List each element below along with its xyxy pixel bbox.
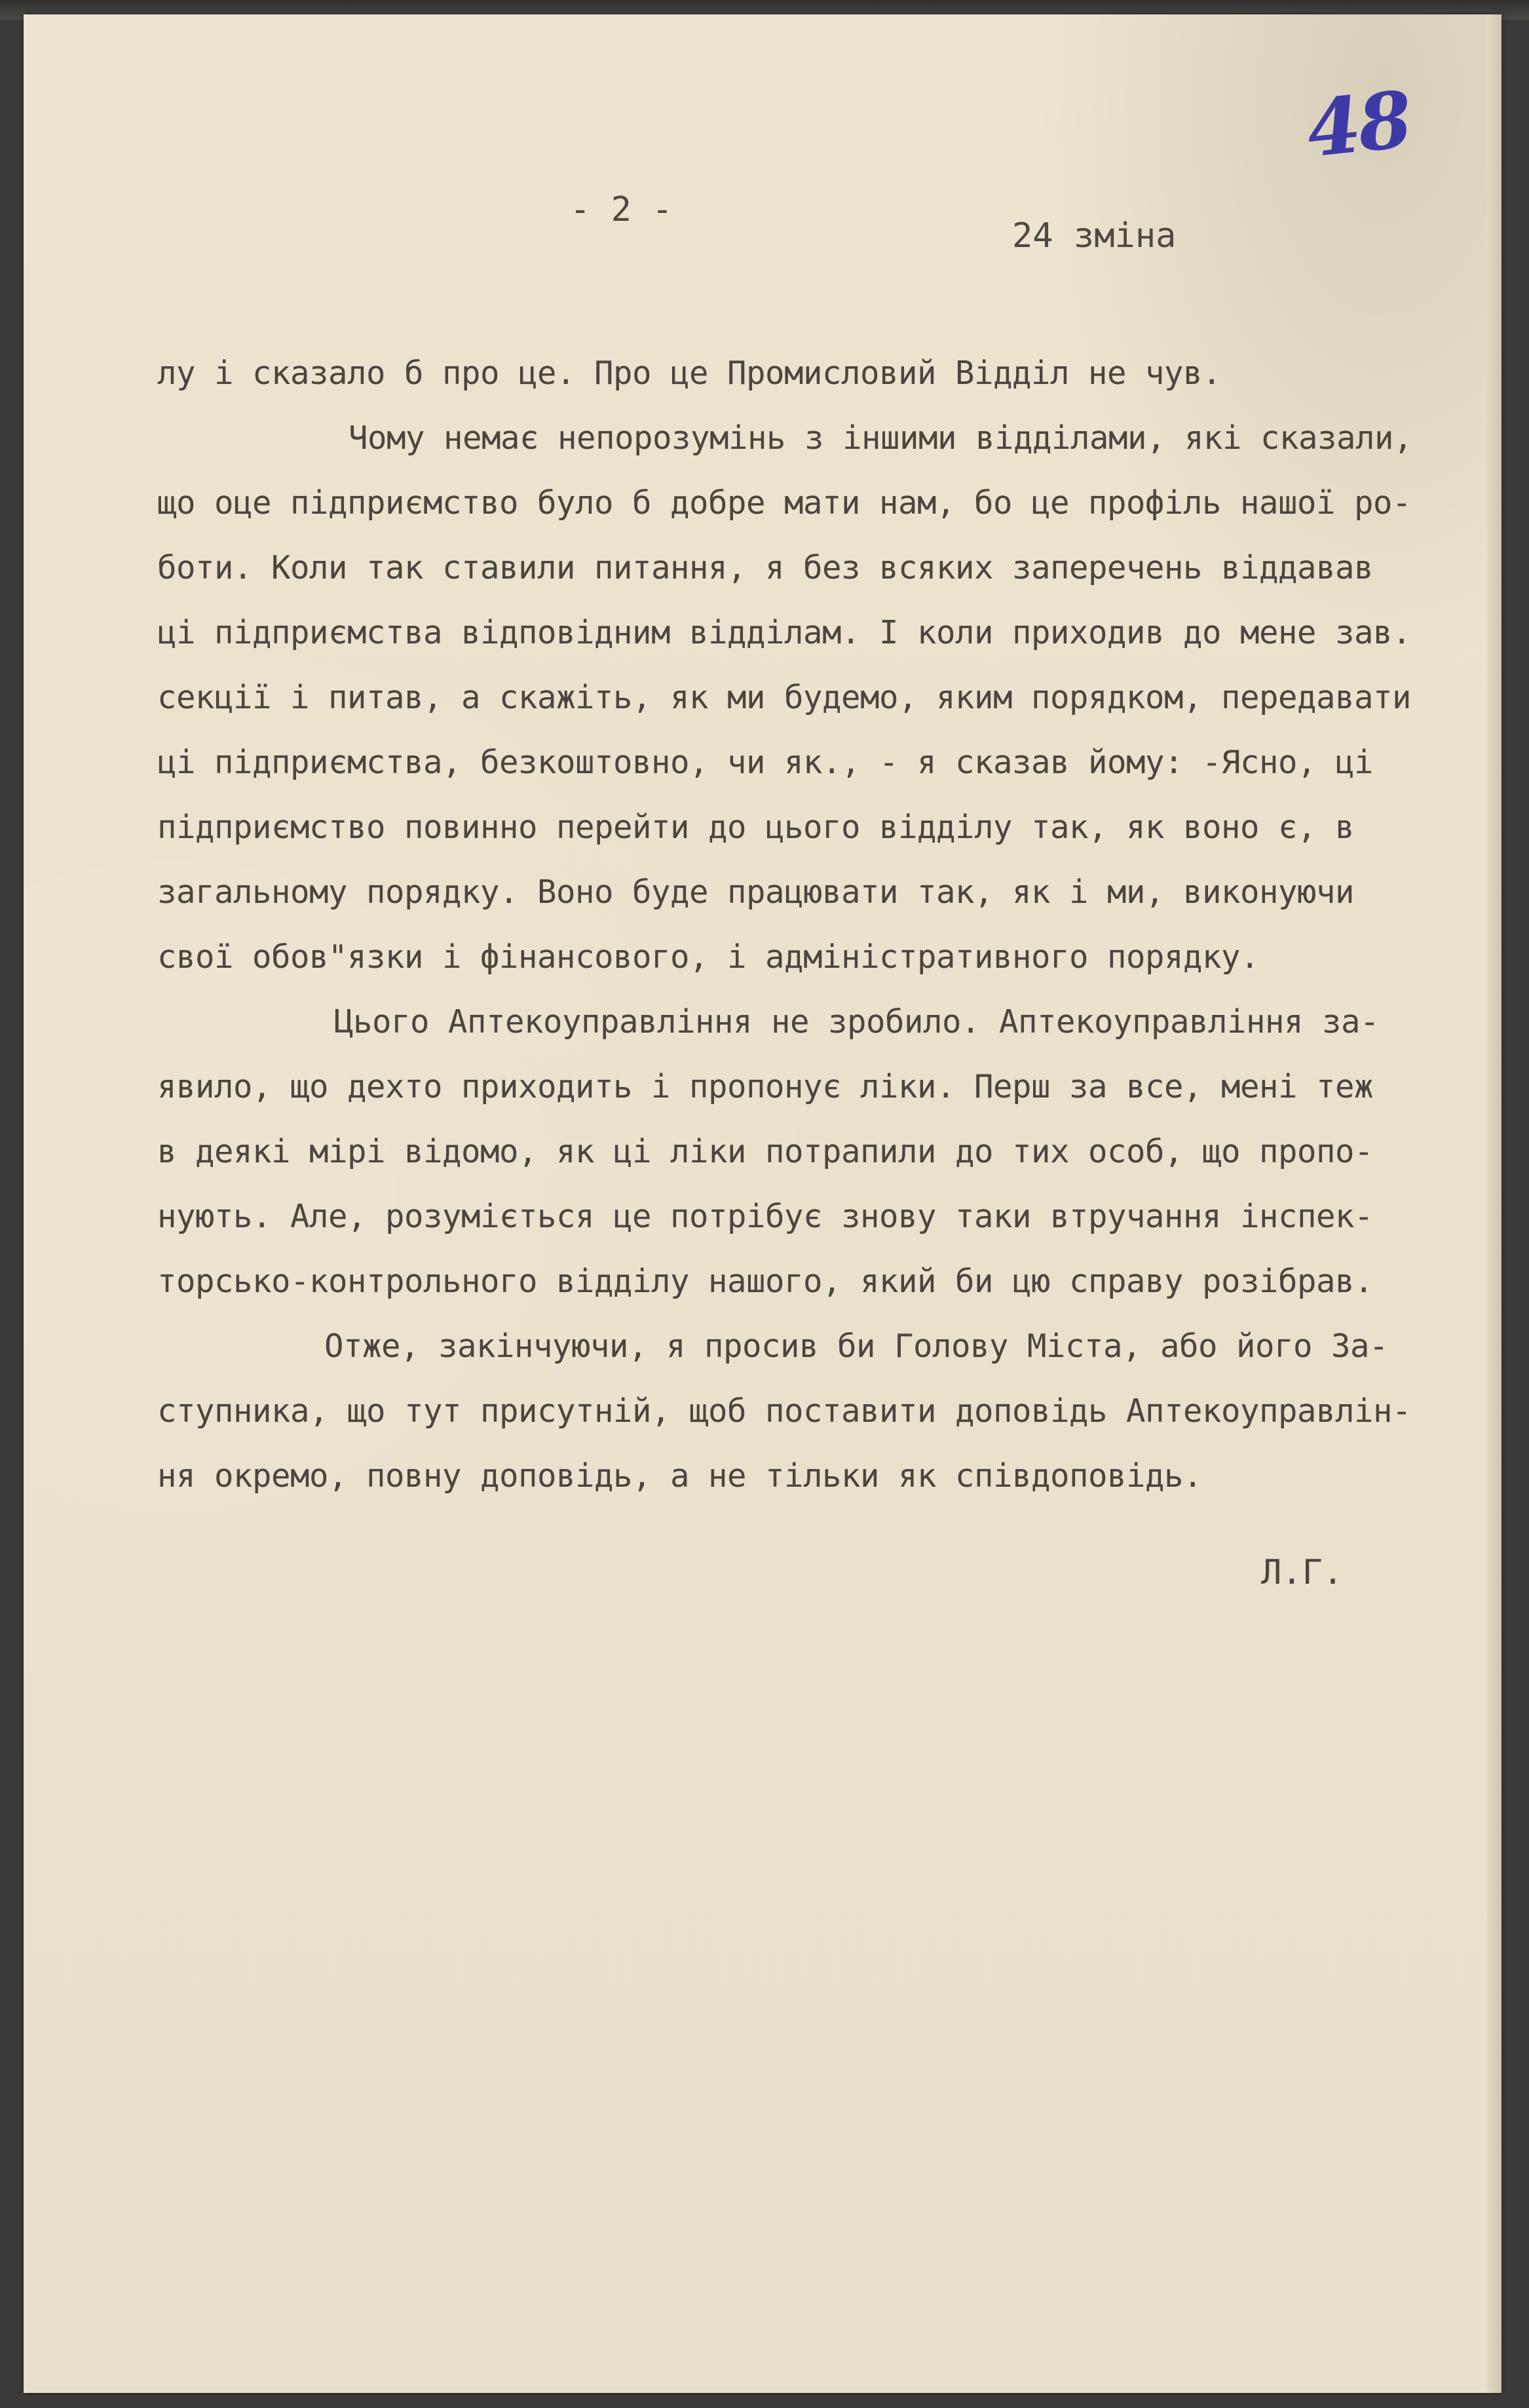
text-line: Цього Аптекоуправління не зробило. Аптекоуправління за- <box>334 1003 1380 1041</box>
edition-label: 24 зміна <box>1012 216 1177 256</box>
text-line: явило, що дехто приходить і пропонує ліки. Перш за все, мені теж <box>157 1068 1374 1105</box>
text-line: секції і питав, а скажіть, як ми будемо, яким порядком, передавати <box>157 679 1412 716</box>
document-body <box>157 341 1474 1508</box>
text-line: лу і сказало б про це. Про це Промисловий Відділ не чув. <box>157 354 1222 392</box>
text-line: загальному порядку. Воно буде працювати так, як і ми, виконуючи <box>157 873 1355 911</box>
text-line: Чому немає непорозумінь з іншими відділами, які сказали, <box>349 419 1413 457</box>
text-line: в деякі мірі відомо, як ці ліки потрапили до тих особ, що пропо- <box>157 1133 1374 1170</box>
text-line: свої обов"язки і фінансового, і адміністративного порядку. <box>157 938 1260 976</box>
text-line: ступника, що тут присутній, щоб поставити доповідь Аптекоуправлін- <box>157 1392 1412 1430</box>
text-line: нують. Але, розуміється це потрібує знову таки втручання інспек- <box>157 1198 1374 1235</box>
page-number: - 2 - <box>570 190 673 229</box>
text-line: Отже, закінчуючи, я просив би Голову Міста, або його За- <box>324 1328 1389 1365</box>
text-line: боти. Коли так ставили питання, я без всяких заперечень віддавав <box>157 549 1374 586</box>
signature-initials: Л.Г. <box>1261 1553 1344 1592</box>
page-edge <box>1487 14 1501 2393</box>
text-line: ня окремо, повну доповідь, а не тільки як співдоповідь. <box>157 1457 1203 1495</box>
text-line: підприємство повинно перейти до цього відділу так, як воно є, в <box>157 809 1355 846</box>
archive-folio-number: 48 <box>1302 73 1414 175</box>
text-line: що оце підприємство було б добре мати нам, бо це профіль нашої ро- <box>157 484 1412 522</box>
text-line: торсько-контрольного відділу нашого, який би цю справу розібрав. <box>157 1263 1374 1300</box>
text-line: ці підприємства відповідним відділам. І коли приходив до мене зав. <box>157 614 1412 651</box>
text-line: ці підприємства, безкоштовно, чи як., - я сказав йому: -Ясно, ці <box>157 744 1374 781</box>
